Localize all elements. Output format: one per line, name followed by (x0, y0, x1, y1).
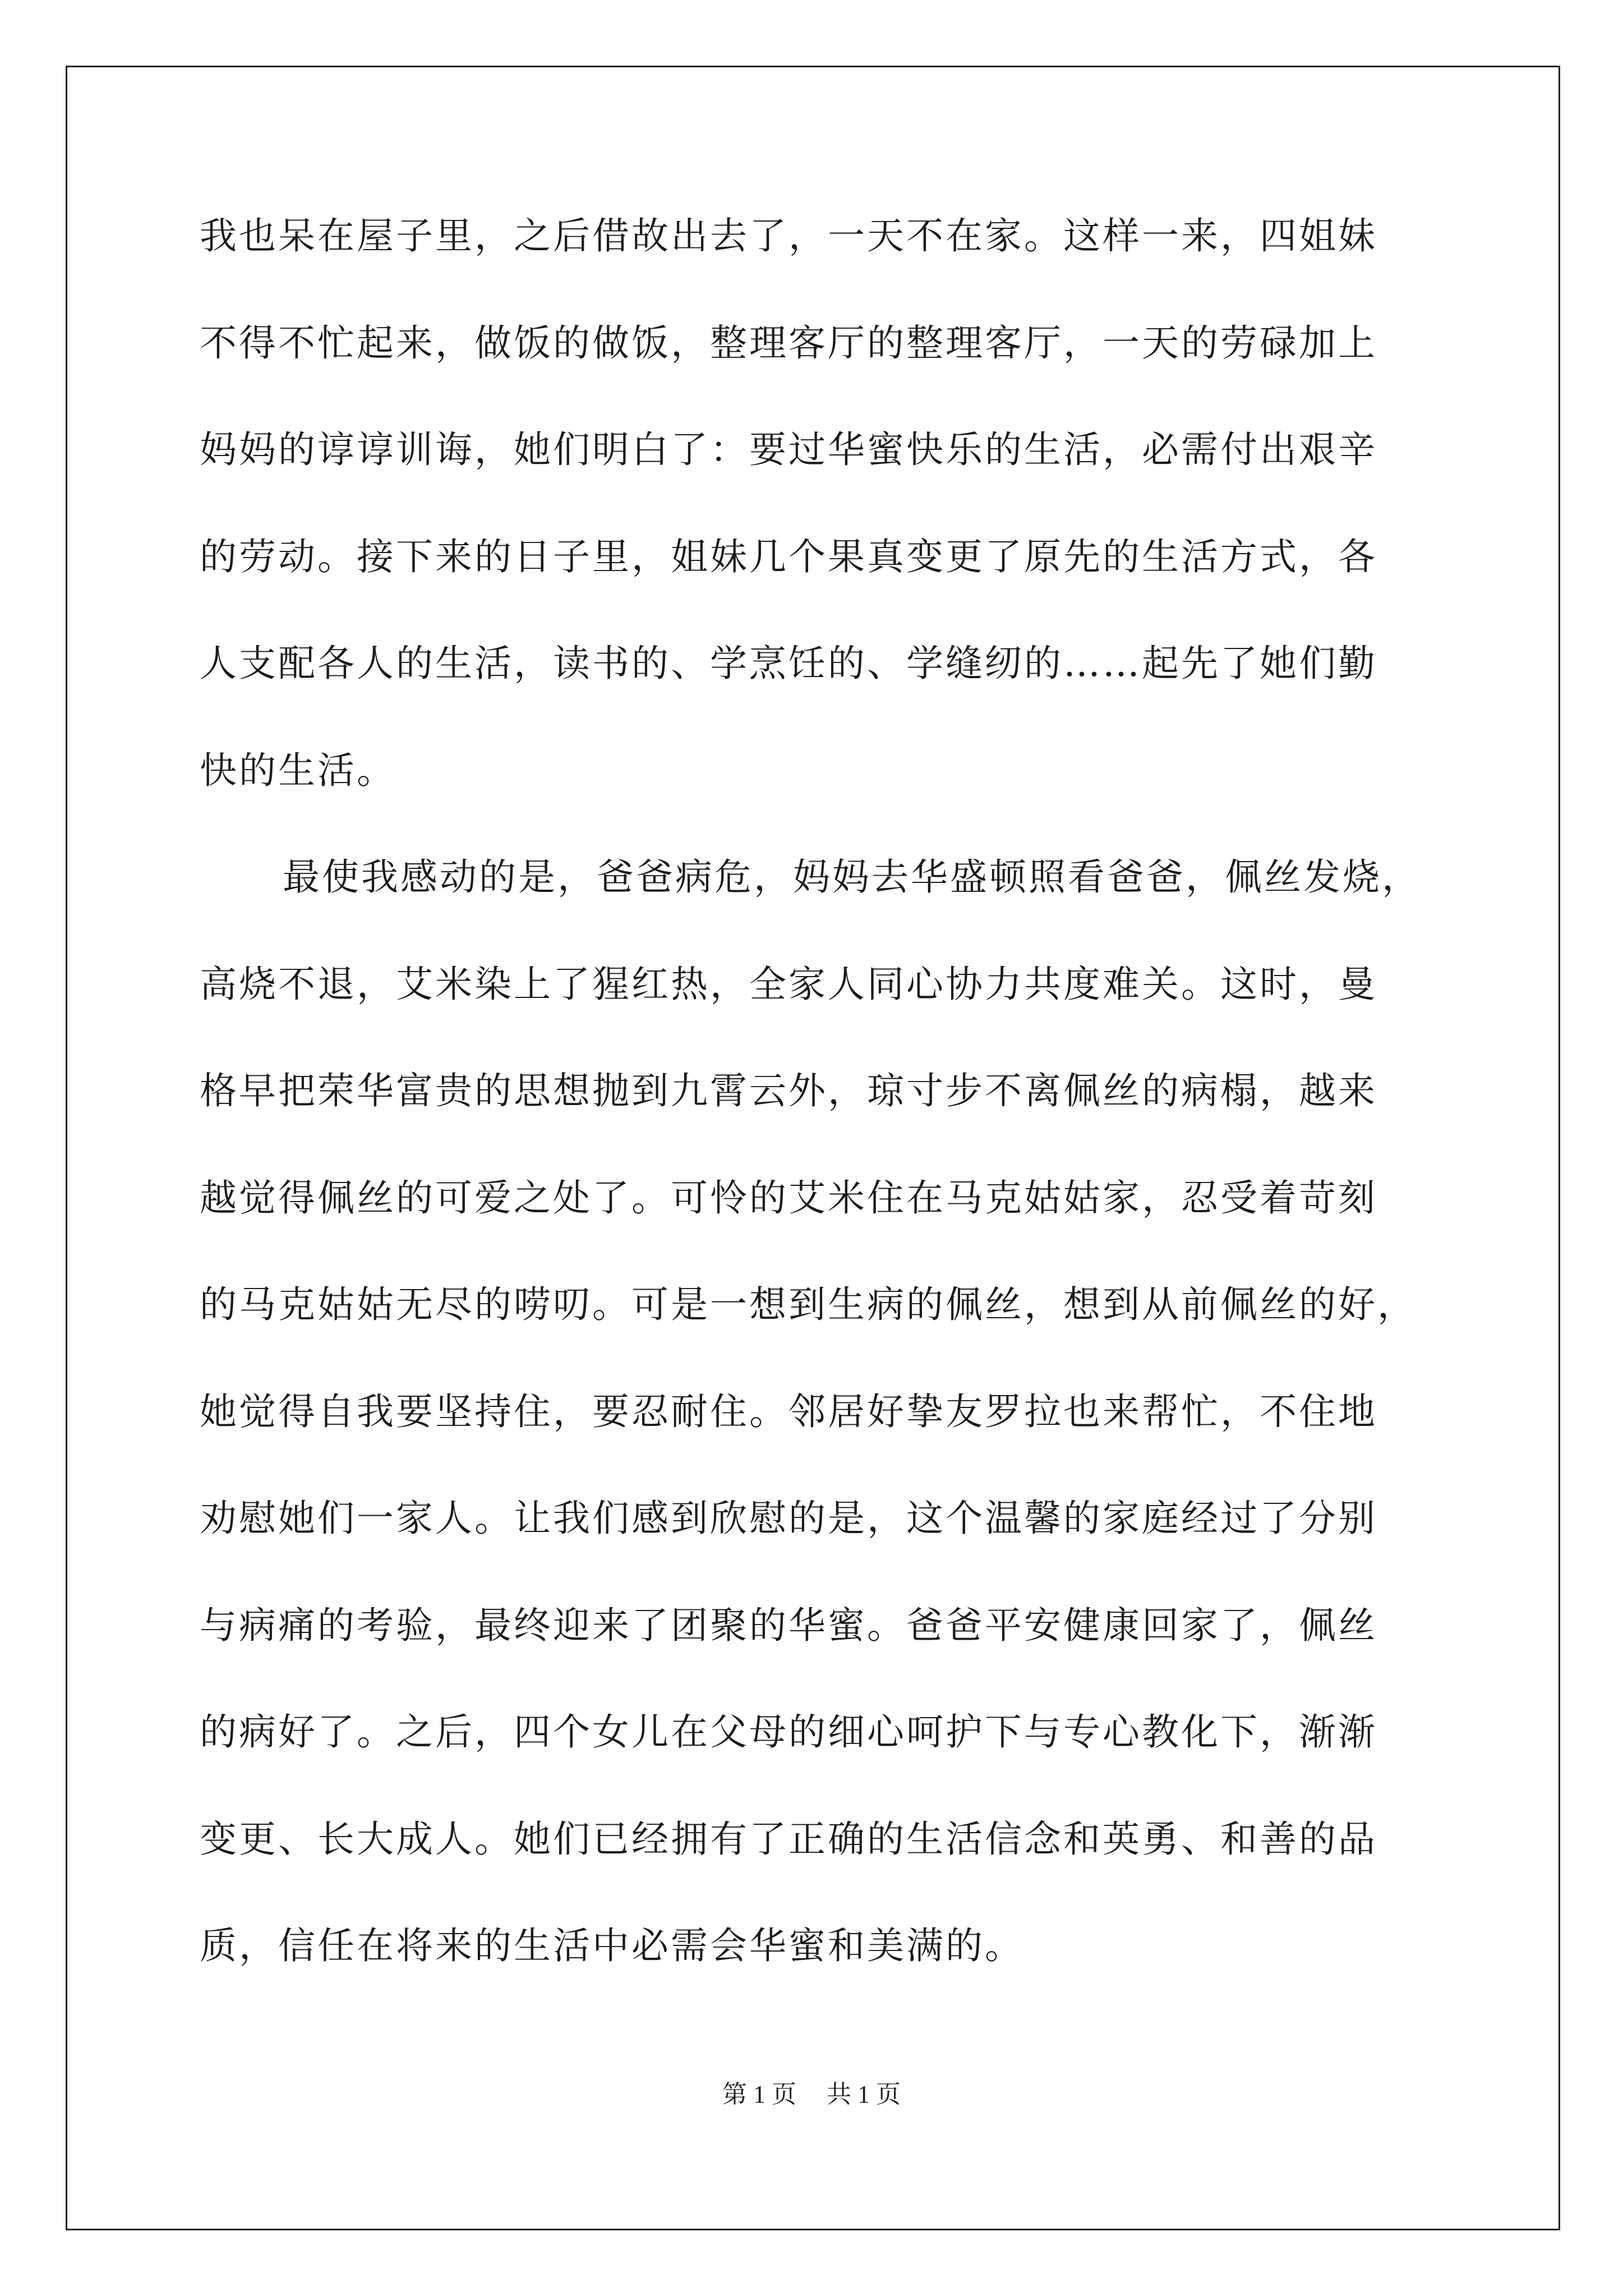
document-body (200, 208, 1433, 2025)
text-line: 格早把荣华富贵的思想抛到九霄云外，琼寸步不离佩丝的病榻，越来 (200, 1069, 1377, 1112)
text-line: 劝慰她们一家人。让我们感到欣慰的是，这个温馨的家庭经过了分别 (200, 1497, 1377, 1540)
text-line: 的劳动。接下来的日子里，姐妹几个果真变更了原先的生活方式，各 (200, 535, 1377, 578)
text-line: 妈妈的谆谆训诲，她们明白了：要过华蜜快乐的生活，必需付出艰辛 (200, 428, 1377, 471)
text-line: 不得不忙起来，做饭的做饭，整理客厅的整理客厅，一天的劳碌加上 (200, 321, 1377, 365)
text-line: 变更、长大成人。她们已经拥有了正确的生活信念和英勇、和善的品 (200, 1817, 1377, 1861)
page-number: 第 1 页 (722, 2081, 796, 2108)
text-line: 我也呆在屋子里，之后借故出去了，一天不在家。这样一来，四姐妹 (200, 214, 1377, 257)
text-line: 高烧不退，艾米染上了猩红热，全家人同心协力共度难关。这时，曼 (200, 962, 1377, 1006)
text-line: 质，信任在将来的生活中必需会华蜜和美满的。 (200, 1924, 1024, 1967)
text-line: 与病痛的考验，最终迎来了团聚的华蜜。爸爸平安健康回家了，佩丝 (200, 1603, 1377, 1647)
page-footer (0, 2078, 1623, 2111)
page-total: 共 1 页 (827, 2081, 901, 2108)
paragraph-start-line: 最使我感动的是，爸爸病危，妈妈去华盛顿照看爸爸，佩丝发烧， (283, 855, 1421, 899)
text-line: 人支配各人的生活，读书的、学烹饪的、学缝纫的……起先了她们勤 (200, 642, 1377, 685)
text-line: 的病好了。之后，四个女儿在父母的细心呵护下与专心教化下，渐渐 (200, 1710, 1377, 1754)
text-line: 她觉得自我要坚持住，要忍耐住。邻居好挚友罗拉也来帮忙，不住地 (200, 1389, 1377, 1433)
text-line: 的马克姑姑无尽的唠叨。可是一想到生病的佩丝，想到从前佩丝的好， (200, 1283, 1417, 1326)
text-line: 快的生活。 (200, 748, 396, 792)
text-line: 越觉得佩丝的可爱之处了。可怜的艾米住在马克姑姑家，忍受着苛刻 (200, 1176, 1377, 1220)
